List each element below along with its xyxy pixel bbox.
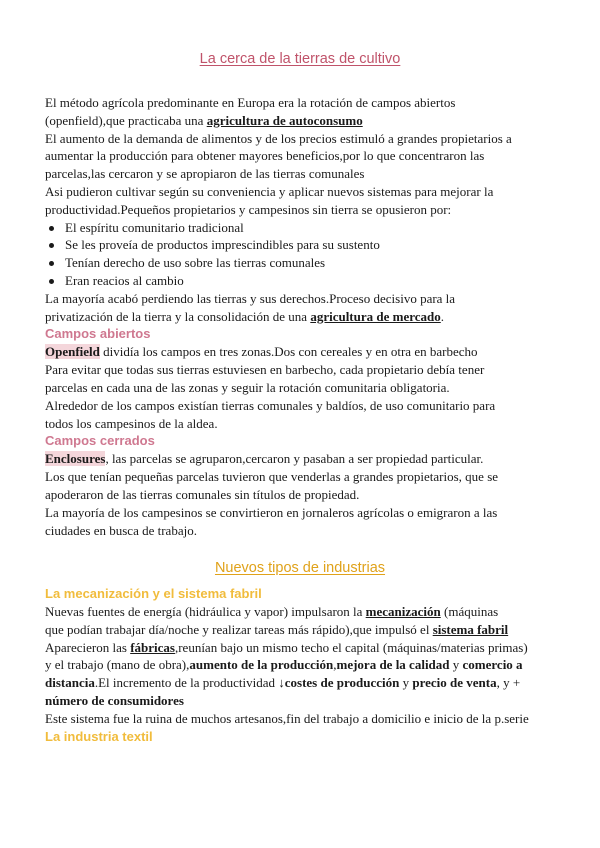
bullet-item: El espíritu comunitario tradicional [45,219,570,237]
text-line: Nuevas fuentes de energía (hidráulica y vapor) impulsaron la mecanización (máquinas [45,604,499,619]
text-line: privatización de la tierra y la consolidación de una agricultura de mercado. [45,308,445,324]
term-openfield: Openfield [45,344,100,360]
term-comercio-distancia: comercio a [462,657,523,673]
text-line: y el trabajo (mano de obra),aumento de la producción,mejora de la calidad y comercio a [45,657,523,673]
text-line: Asi pudieron cultivar según su conveniencia y aplicar nuevos sistemas para mejorar la [45,183,494,199]
bullet-item: Eran reacios al cambio [45,272,570,290]
text-line: Aparecieron las fábricas,reunían bajo un mismo techo el capital (máquinas/materias primas) [45,639,528,655]
text-line: todos los campesinos de la aldea. [45,415,218,431]
text-line: El aumento de la demanda de alimentos y de los precios estimuló a grandes propietarios a [45,130,512,146]
section-title-cerca: La cerca de la tierras de cultivo [199,51,401,67]
text-line: Alrededor de los campos existían tierras comunales y baldíos, de uso comunitario para [45,397,496,413]
text-line: productividad.Pequeños propietarios y campesinos sin tierra se opusieron por: [45,201,452,217]
text-line: Este sistema fue la ruina de muchos artesanos,fin del trabajo a domicilio e inicio de la p.serie [45,710,529,726]
text-line: Para evitar que todas sus tierras estuviesen en barbecho, cada propietario debía tener [45,362,485,378]
text-line: aumentar la producción para obtener mayores beneficios,por lo que concentraron las [45,148,485,164]
term-sistema-fabril: sistema fabril [432,621,509,637]
text-line: que podían trabajar día/noche y realizar tareas más rápido),que impulsó el sistema fabril [45,621,509,637]
term-precio-venta: precio de venta [412,675,497,691]
term-agricultura-mercado: agricultura de mercado [310,308,441,324]
text-line: Openfield dividía los campos en tres zonas.Dos con cereales y en otra en barbecho [45,344,478,360]
text-line: parcelas,las cercaron y se apropiaron de las tierras comunales [45,166,365,182]
bullet-item: Se les proveía de productos imprescindibles para su sustento [45,236,570,254]
subheading-campos-cerrados: Campos cerrados [45,433,155,449]
bullet-item: Tenían derecho de uso sobre las tierras comunales [45,254,570,272]
term-mecanizacion: mecanización [365,604,441,619]
text-line: número de consumidores [45,692,184,708]
text-line: apoderaron de las tierras comunales sin títulos de propiedad. [45,486,360,502]
subheading-campos-abiertos: Campos abiertos [45,326,151,342]
text-line: La mayoría acabó perdiendo las tierras y sus derechos.Proceso decisivo para la [45,290,456,306]
text-line: El método agrícola predominante en Europa era la rotación de campos abiertos [45,95,456,110]
term-mejora-calidad: mejora de la calidad [336,657,450,673]
text-line: ciudades en busca de trabajo. [45,522,197,538]
text-line: Enclosures, las parcelas se agruparon,cercaron y pasaban a ser propiedad particular. [45,451,484,467]
text-line: (openfield),que practicaba una agricultura de autoconsumo [45,112,363,128]
text-line: distancia.El incremento de la productividad ↓costes de producción y precio de venta, y + [45,675,521,691]
section-body-industrias [45,563,570,746]
term-fabricas: fábricas [130,639,175,655]
term-enclosures: Enclosures [45,451,106,467]
term-agricultura-autoconsumo: agricultura de autoconsumo [206,112,363,128]
section-title-industrias: Nuevos tipos de industrias [214,560,386,576]
subheading-mecanizacion: La mecanización y el sistema fabril [45,586,262,601]
term-costes-produccion: ↓costes de producción [278,675,400,691]
section-body-cerca [45,94,570,539]
text-line: La mayoría de los campesinos se convirtieron en jornaleros agrícolas o emigraron a las [45,504,498,520]
subheading-industria-textil: La industria textil [45,728,153,744]
text-line: Los que tenían pequeñas parcelas tuvieron que venderlas a grandes propietarios, que se [45,469,499,485]
text-line: parcelas en cada una de las zonas y seguir la rotación comunitaria obligatoria. [45,379,450,395]
term-aumento-produccion: aumento de la producción [189,657,334,673]
